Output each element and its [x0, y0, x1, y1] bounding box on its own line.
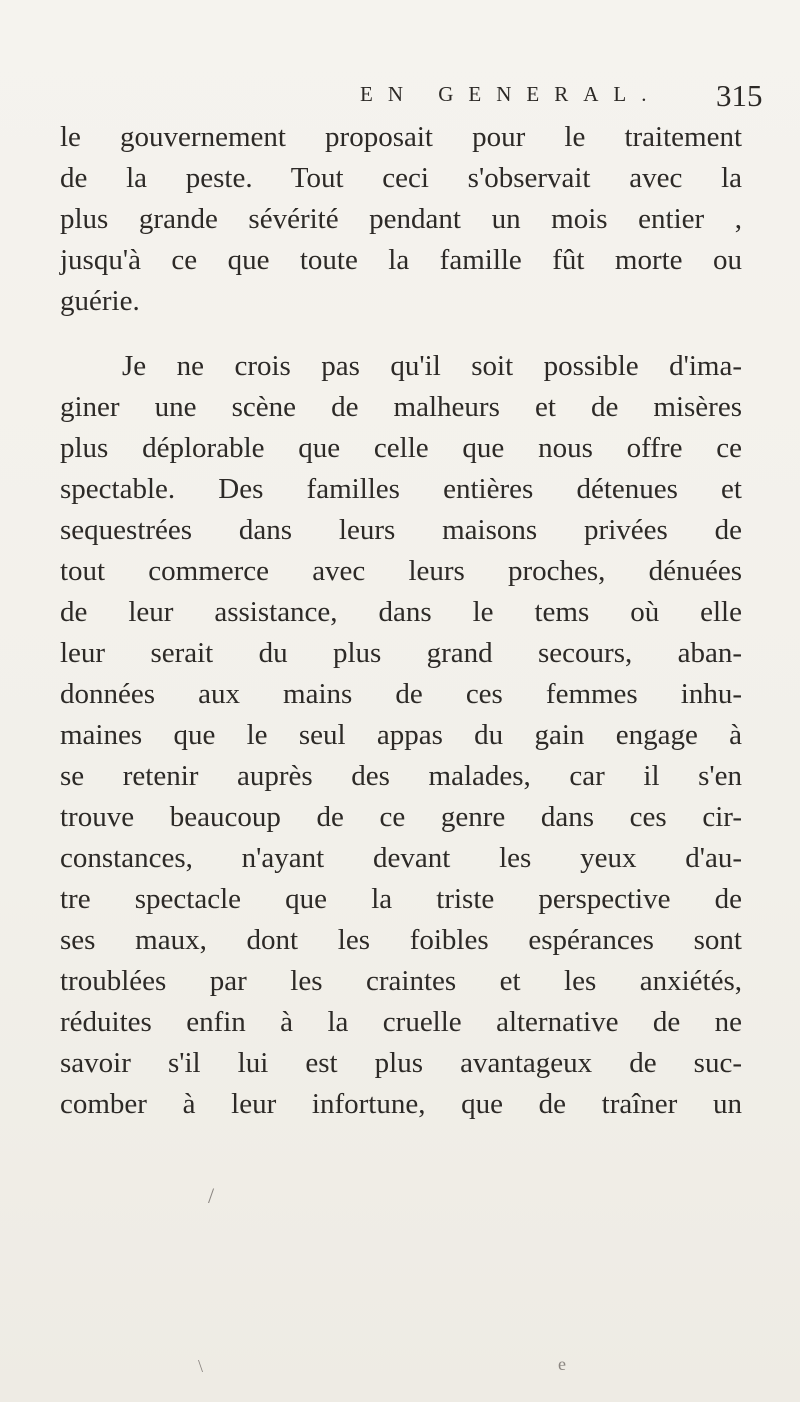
- text-line: tout commerce avec leurs proches, dénuées: [60, 555, 742, 587]
- text-line: données aux mains de ces femmes inhu-: [60, 678, 742, 710]
- text-line: tre spectacle que la triste perspective de: [60, 883, 742, 915]
- text-line: de leur assistance, dans le tems où elle: [60, 596, 742, 628]
- text-line: maines que le seul appas du gain engage à: [60, 719, 742, 751]
- text-line: se retenir auprès des malades, car il s'en: [60, 760, 742, 792]
- stray-mark: /: [208, 1183, 215, 1208]
- text-line: sequestrées dans leurs maisons privées de: [60, 514, 742, 546]
- page-number: 315: [716, 78, 763, 113]
- text-line: trouve beaucoup de ce genre dans ces cir-: [60, 801, 742, 833]
- text-line: de la peste. Tout ceci s'observait avec la: [60, 162, 742, 194]
- text-line: constances, n'ayant devant les yeux d'au-: [60, 842, 742, 874]
- text-line: leur serait du plus grand secours, aban-: [60, 637, 742, 669]
- running-head: EN GENERAL.: [360, 82, 662, 106]
- text-line: jusqu'à ce que toute la famille fût morte ou: [60, 244, 742, 276]
- text-line: spectable. Des familles entières détenues et: [60, 473, 742, 505]
- text-line: comber à leur infortune, que de traîner un: [60, 1088, 742, 1120]
- paragraph-gap: [60, 322, 742, 346]
- text-line: giner une scène de malheurs et de misères: [60, 391, 742, 423]
- text-line: troublées par les craintes et les anxiétés,: [60, 965, 742, 997]
- stray-mark: \: [198, 1356, 204, 1376]
- text-line: savoir s'il lui est plus avantageux de suc-: [60, 1047, 742, 1079]
- text-line: Je ne crois pas qu'il soit possible d'ima-: [122, 350, 742, 382]
- text-line: guérie.: [60, 285, 140, 317]
- text-line: réduites enfin à la cruelle alternative de ne: [60, 1006, 742, 1038]
- text-line: plus grande sévérité pendant un mois entier ,: [60, 203, 742, 235]
- text-line: le gouvernement proposait pour le traitement: [60, 121, 742, 153]
- text-line: plus déplorable que celle que nous offre ce: [60, 432, 742, 464]
- stray-mark: e: [558, 1354, 566, 1374]
- text-line: ses maux, dont les foibles espérances sont: [60, 924, 742, 956]
- body-text: [60, 117, 742, 1125]
